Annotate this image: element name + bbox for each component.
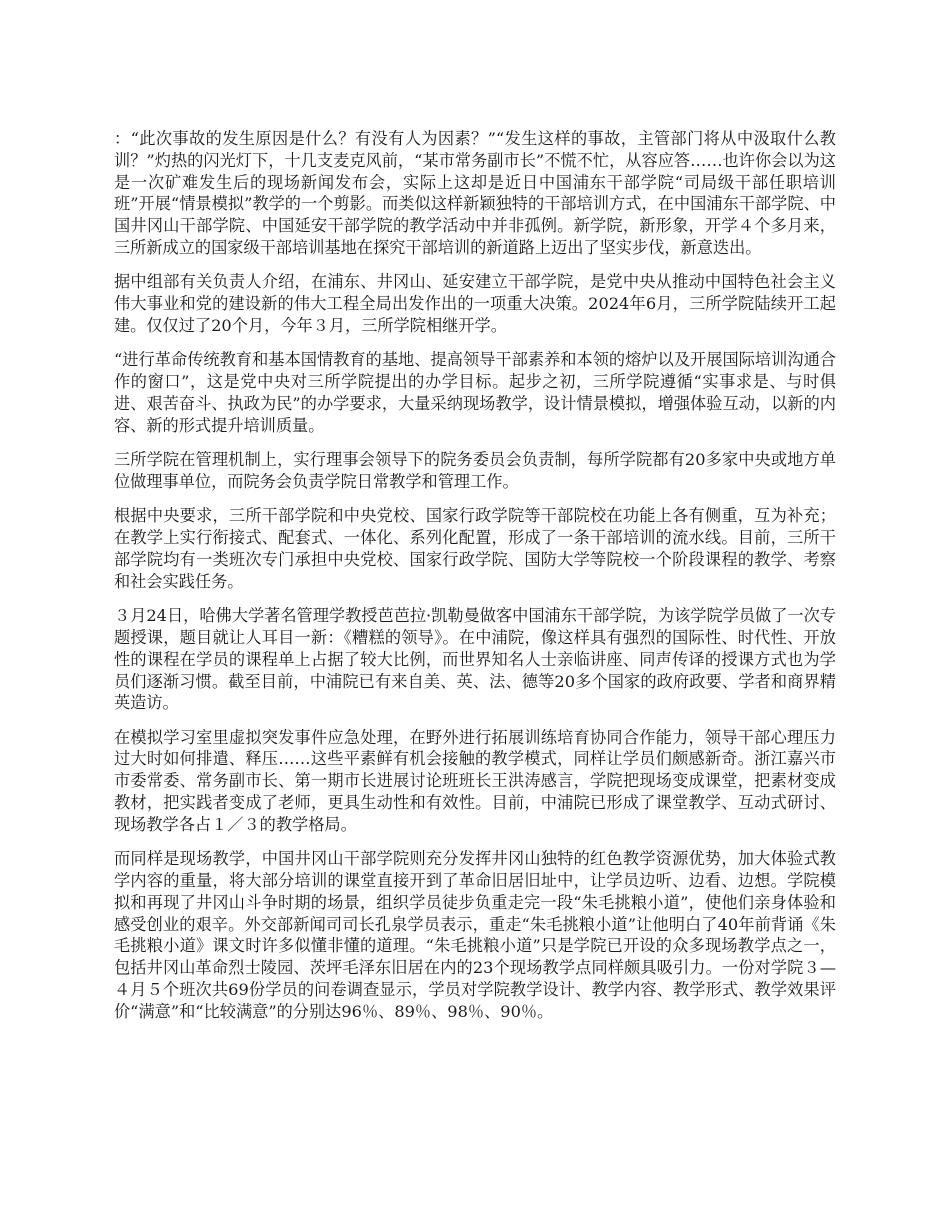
paragraph-3: “进行革命传统教育和基本国情教育的基地、提高领导干部素养和本领的熔炉以及开展国际培训沟通合作的窗口”，这是党中央对三所学院提出的办学目标。起步之初，三所学院遵循“实事求是、与时俱进、艰苦奋斗、执政为民”的办学要求，大量采纳现场教学，设计情景模拟，增强体验互动，以新的内容、新的形式提升培训质量。	[114, 350, 836, 435]
paragraph-7: 在模拟学习室里虚拟突发事件应急处理，在野外进行拓展训练培育协同合作能力，领导干部心理压力过大时如何排遣、释压……这些平素鲜有机会接触的教学模式，同样让学员们颇感新奇。浙江嘉兴市市委常委、常务副市长、第一期市长进展讨论班班长王洪涛感言，学院把现场变成课堂，把素材变成教材，把实践者变成了老师，更具生动性和有效性。目前，中浦院已形成了课堂教学、互动式研讨、现场教学各占１／３的教学格局。	[114, 727, 836, 834]
paragraph-4: 三所学院在管理机制上，实行理事会领导下的院务委员会负责制，每所学院都有20多家中央或地方单位做理事单位，而院务会负责学院日常教学和管理工作。	[114, 450, 836, 491]
paragraph-1: ：“此次事故的发生原因是什么？有没有人为因素？”“发生这样的事故，主管部门将从中汲取什么教训？”灼热的闪光灯下，十几支麦克风前，“某市常务副市长”不慌不忙，从容应答……也许你会以为这是一次矿难发生后的现场新闻发布会，实际上这却是近日中国浦东干部学院“司局级干部任职培训班”开展“情景模拟”教学的一个剪影。而类似这样新颖独特的干部培训方式，在中国浦东干部学院、中国井冈山干部学院、中国延安干部学院的教学活动中并非孤例。新学院，新形象，开学４个多月来，三所新成立的国家级干部培训基地在探究干部培训的新道路上迈出了坚实步伐，新意迭出。	[114, 129, 836, 257]
paragraph-5: 根据中央要求，三所干部学院和中央党校、国家行政学院等干部院校在功能上各有侧重，互为补充；在教学上实行衔接式、配套式、一体化、系列化配置，形成了一条干部培训的流水线。目前，三所干部学院均有一类班次专门承担中央党校、国家行政学院、国防大学等院校一个阶段课程的教学、考察和社会实践任务。	[114, 506, 836, 591]
paragraph-6: ３月24日，哈佛大学著名管理学教授芭芭拉·凯勒曼做客中国浦东干部学院，为该学院学员做了一次专题授课，题目就让人耳目一新：《糟糕的领导》。在中浦院，像这样具有强烈的国际性、时代性、开放性的课程在学员的课程单上占据了较大比例，而世界知名人士亲临讲座、同声传译的授课方式也为学员们逐渐习惯。截至目前，中浦院已有来自美、英、法、德等20多个国家的政府政要、学者和商界精英造访。	[114, 606, 836, 713]
document-page	[114, 128, 836, 1035]
paragraph-2: 据中组部有关负责人介绍，在浦东、井冈山、延安建立干部学院，是党中央从推动中国特色社会主义伟大事业和党的建设新的伟大工程全局出发作出的一项重大决策。2024年6月，三所学院陆续开工起建。仅仅过了20个月，今年３月，三所学院相继开学。	[114, 272, 836, 335]
paragraph-8: 而同样是现场教学，中国井冈山干部学院则充分发挥井冈山独特的红色教学资源优势，加大体验式教学内容的重量，将大部分培训的课堂直接开到了革命旧居旧址中，让学员边听、边看、边想。学院模拟和再现了井冈山斗争时期的场景，组织学员徒步负重走完一段“朱毛挑粮小道”，使他们亲身体验和感受创业的艰辛。外交部新闻司司长孔泉学员表示，重走“朱毛挑粮小道”让他明白了40年前背诵《朱毛挑粮小道》课文时许多似懂非懂的道理。“朱毛挑粮小道”只是学院已开设的众多现场教学点之一，包括井冈山革命烈士陵园、茨坪毛泽东旧居在内的23个现场教学点同样颇具吸引力。一份对学院３—４月５个班次共69份学员的问卷调查显示，学员对学院教学设计、教学内容、教学形式、教学效果评价“满意”和“比较满意”的分别达96％、89％、98％、90％。	[114, 849, 836, 1021]
